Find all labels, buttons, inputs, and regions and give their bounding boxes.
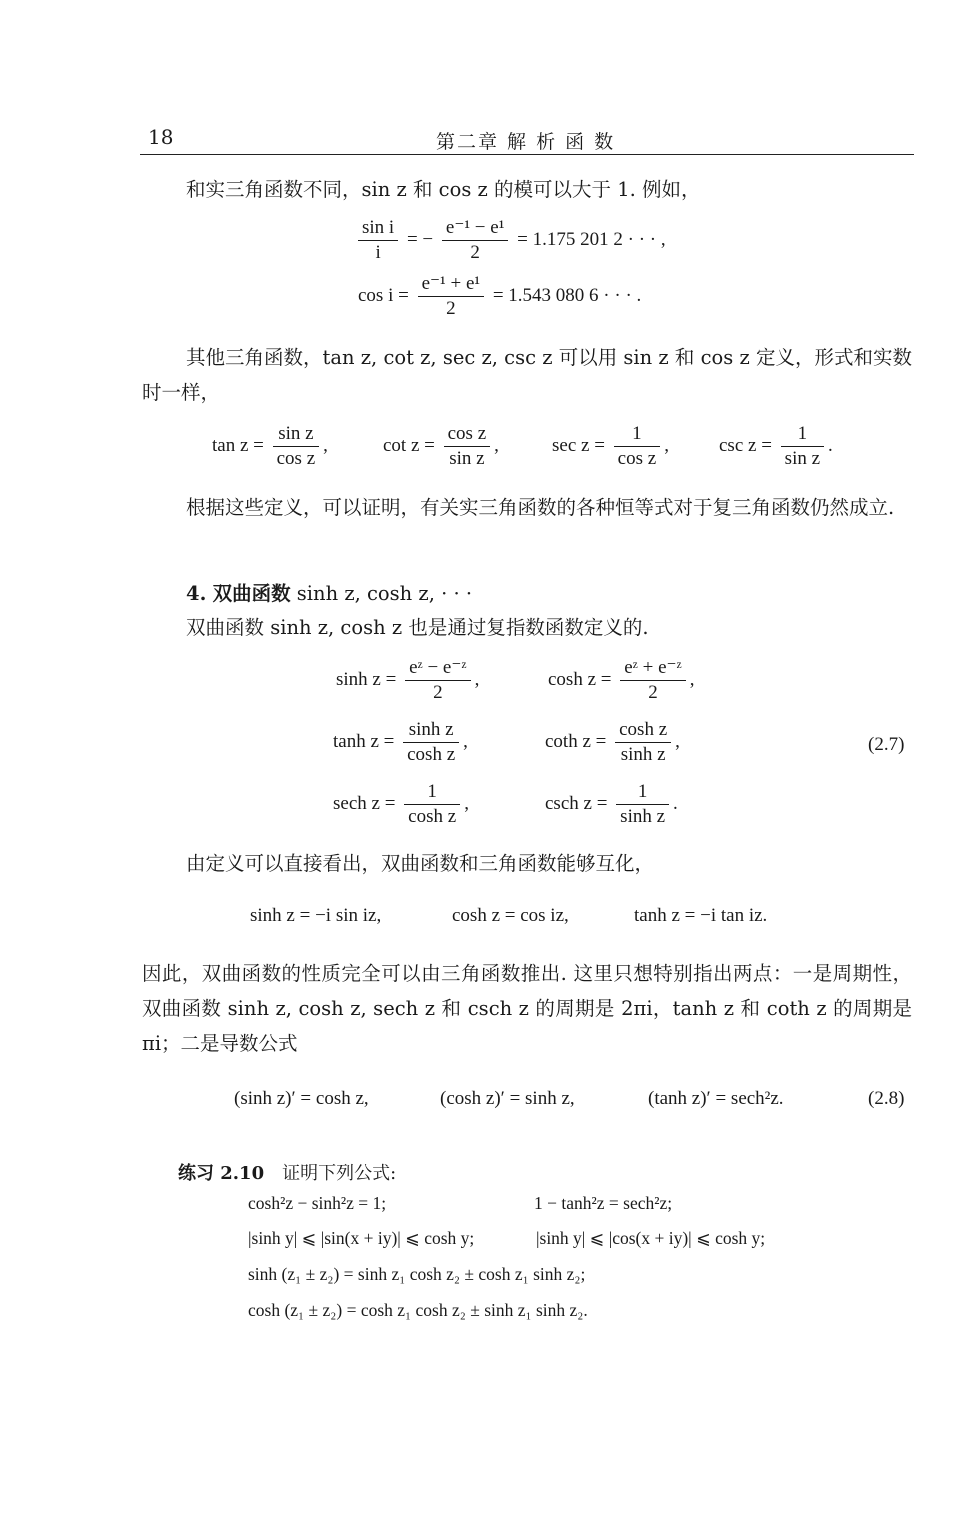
cosh-def-lhs: cosh z = xyxy=(548,668,612,690)
csch-def-num: 1 xyxy=(616,780,669,805)
convert-cosh: cosh z = cos iz, xyxy=(452,905,569,926)
cosh-def-num: eᶻ + e⁻ᶻ xyxy=(620,656,686,681)
sech-def-tail: , xyxy=(464,792,469,814)
convert-line: 由定义可以直接看出，双曲函数和三角函数能够互化， xyxy=(186,852,655,875)
cot-def-den: sin z xyxy=(449,448,485,469)
sinh-def xyxy=(336,656,479,705)
cos-i-frac-den: 2 xyxy=(446,298,456,319)
sech-def-lhs: sech z = xyxy=(333,792,396,814)
exercise-text: 证明下列公式: xyxy=(282,1163,397,1184)
cosh-def-tail: , xyxy=(689,668,695,690)
tan-def-num: sin z xyxy=(273,422,320,447)
convert-tanh: tanh z = −i tan iz. xyxy=(634,905,768,926)
cos-i-equation xyxy=(358,272,641,321)
section-number: 4. xyxy=(186,582,207,605)
sinh-def-num: eᶻ − e⁻ᶻ xyxy=(405,656,471,681)
csc-def-lhs: csc z = xyxy=(719,434,772,456)
csc-def-den: sin z xyxy=(784,448,821,469)
csc-def xyxy=(719,422,833,471)
csc-def-num: 1 xyxy=(781,422,824,447)
sin-i-frac xyxy=(442,216,509,265)
tan-def xyxy=(212,422,328,471)
tan-def-tail: , xyxy=(323,434,328,456)
csch-def xyxy=(545,780,678,829)
section-subtitle: sinh z, cosh z, · · · xyxy=(296,582,473,605)
sech-def-num: 1 xyxy=(404,780,460,805)
page-number: 18 xyxy=(148,125,174,149)
deriv-cosh: (cosh z)′ = sinh z, xyxy=(440,1088,575,1109)
sec-def-tail: , xyxy=(664,434,669,456)
cos-i-frac-num: e⁻¹ + e¹ xyxy=(418,272,485,297)
convert-sinh: sinh z = −i sin iz, xyxy=(250,905,382,926)
cosh-def xyxy=(548,656,695,705)
tanh-def xyxy=(333,718,468,767)
csch-def-tail: . xyxy=(673,792,678,814)
exercise-line-1b: 1 − tanh²z = sech²z; xyxy=(534,1193,673,1213)
sech-def-den: cosh z xyxy=(408,806,457,827)
hyper-intro: 双曲函数 sinh z, cosh z 也是通过复指数函数定义的. xyxy=(186,616,649,639)
equation-number-2-8: (2.8) xyxy=(868,1088,905,1109)
sin-i-frac-num: e⁻¹ − e¹ xyxy=(442,216,509,241)
coth-def-lhs: coth z = xyxy=(545,730,607,752)
sin-i-lhs-num: sin i xyxy=(358,216,398,241)
tan-def-lhs: tan z = xyxy=(212,434,264,456)
identity-paragraph: 根据这些定义，可以证明，有关实三角函数的各种恒等式对于复三角函数仍然成立. xyxy=(186,496,895,519)
tanh-def-den: cosh z xyxy=(407,744,456,765)
sin-i-equation xyxy=(354,216,666,265)
deriv-tanh: (tanh z)′ = sech²z. xyxy=(648,1088,784,1109)
coth-def-num: cosh z xyxy=(615,718,671,743)
sinh-def-tail: , xyxy=(474,668,480,690)
cot-def-tail: , xyxy=(494,434,499,456)
header-rule xyxy=(140,154,914,155)
coth-def-tail: , xyxy=(675,730,680,752)
sec-def-lhs: sec z = xyxy=(552,434,605,456)
sinh-def-lhs: sinh z = xyxy=(336,668,397,690)
period-paragraph: 因此，双曲函数的性质完全可以由三角函数推出. 这里只想特别指出两点：一是周期性，双曲函数 sinh z, cosh z, sech z 和 csch z 的周期是 2πi，tanh z 和 coth z 的周期是 πi；二是导数公式 xyxy=(142,962,912,1055)
sin-i-lhs-fraction xyxy=(358,216,398,265)
sin-i-frac-den: 2 xyxy=(470,242,480,263)
tan-def-den: cos z xyxy=(276,448,316,469)
cos-i-frac xyxy=(418,272,485,321)
deriv-sinh: (sinh z)′ = cosh z, xyxy=(234,1088,369,1109)
exercise-line-4: cosh (z₁ ± z₂) = cosh z₁ cosh z₂ ± sinh z₁ sinh z₂. xyxy=(248,1300,588,1320)
section-title: 双曲函数 xyxy=(212,582,291,605)
exercise-line-1a: cosh²z − sinh²z = 1; xyxy=(248,1193,387,1213)
cosh-def-den: 2 xyxy=(648,682,658,703)
sin-i-value: = 1.175 201 2 · · · , xyxy=(517,228,666,250)
exercise-line-3: sinh (z₁ ± z₂) = sinh z₁ cosh z₂ ± cosh z₁ sinh z₂; xyxy=(248,1264,586,1284)
csch-def-lhs: csch z = xyxy=(545,792,608,814)
tanh-def-lhs: tanh z = xyxy=(333,730,395,752)
csch-def-den: sinh z xyxy=(620,806,666,827)
sec-def xyxy=(552,422,669,471)
cot-def-lhs: cot z = xyxy=(383,434,435,456)
intro-line: 和实三角函数不同，sin z 和 cos z 的模可以大于 1. 例如， xyxy=(186,178,701,201)
tanh-def-tail: , xyxy=(463,730,468,752)
coth-def xyxy=(545,718,680,767)
cot-def xyxy=(383,422,499,471)
cot-def-num: cos z xyxy=(444,422,491,447)
exercise-line-2b: |sinh y| ⩽ |cos(x + iy)| ⩽ cosh y; xyxy=(536,1228,766,1248)
sec-def-num: 1 xyxy=(614,422,661,447)
csc-def-tail: . xyxy=(828,434,833,456)
equation-number-2-7: (2.7) xyxy=(868,734,905,755)
sin-i-mid: = − xyxy=(406,228,434,250)
exercise-heading xyxy=(178,1159,396,1185)
other-trig-paragraph: 其他三角函数，tan z, cot z, sec z, csc z 可以用 sin z 和 cos z 定义，形式和实数时一样， xyxy=(142,346,912,404)
exercise-line-2a: |sinh y| ⩽ |sin(x + iy)| ⩽ cosh y; xyxy=(248,1228,475,1248)
sech-def xyxy=(333,780,469,829)
coth-def-den: sinh z xyxy=(620,744,666,765)
cos-i-value: = 1.543 080 6 · · · . xyxy=(492,284,642,306)
cos-i-lhs: cos i = xyxy=(358,284,409,306)
chapter-title: 第二章 解 析 函 数 xyxy=(436,131,616,153)
sinh-def-den: 2 xyxy=(433,682,443,703)
section-4-heading xyxy=(186,578,472,606)
tanh-def-num: sinh z xyxy=(403,718,459,743)
exercise-label: 练习 2.10 xyxy=(178,1163,265,1184)
sec-def-den: cos z xyxy=(617,448,657,469)
sin-i-lhs-den: i xyxy=(375,242,381,263)
